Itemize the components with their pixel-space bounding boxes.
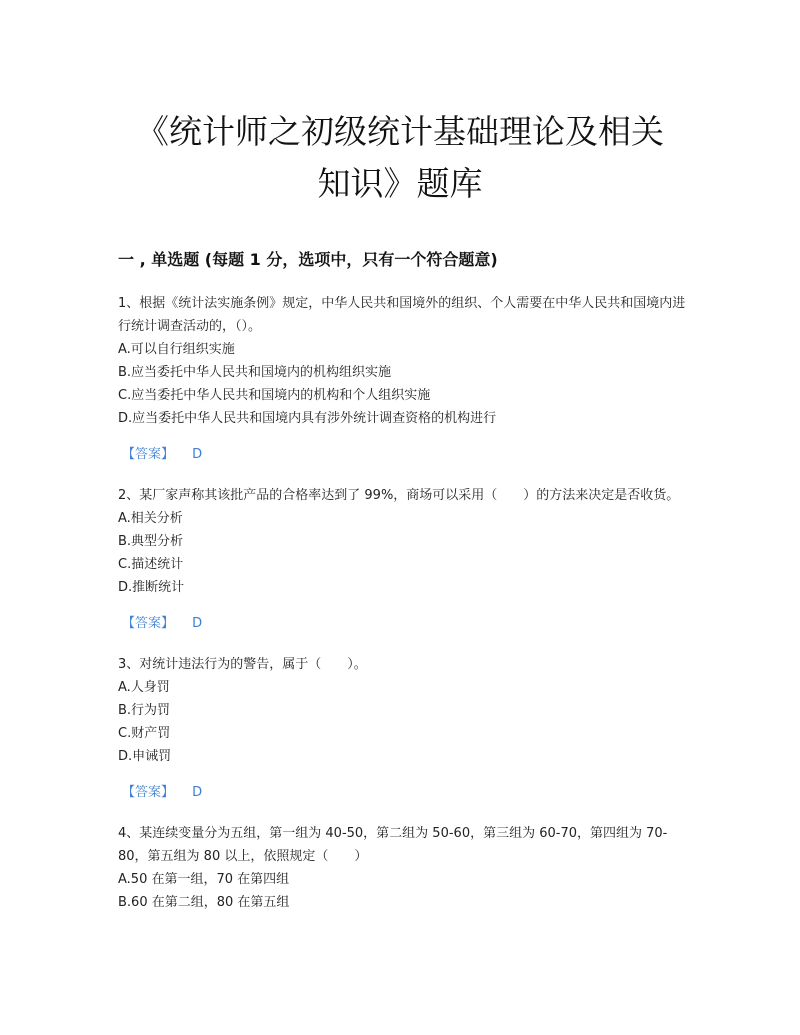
option-a: A.人身罚 <box>118 680 170 695</box>
answer-value: D <box>192 616 203 631</box>
option-b: B.行为罚 <box>118 703 171 718</box>
option-a: A.相关分析 <box>118 511 183 526</box>
option-d: D.推断统计 <box>118 580 185 595</box>
answer-line <box>118 781 688 804</box>
question-text: 2、某厂家声称其该批产品的合格率达到了 99%，商场可以采用（ ）的方法来决定是否收货。 <box>118 488 680 503</box>
document-title <box>100 106 700 210</box>
option-d: D.申诫罚 <box>118 749 172 764</box>
option-b: B.应当委托中华人民共和国境内的机构组织实施 <box>118 365 392 380</box>
option-c: C.财产罚 <box>118 726 171 741</box>
option-b: B.典型分析 <box>118 534 184 549</box>
title-line-2: 知识》题库 <box>317 164 483 203</box>
option-a: A.可以自行组织实施 <box>118 342 235 357</box>
answer-line <box>118 612 688 635</box>
question-list <box>118 292 688 932</box>
section-heading: 一 , 单选题 (每题 1 分，选项中，只有一个符合题意) <box>118 250 498 269</box>
question-text: 4、某连续变量分为五组，第一组为 40-50，第二组为 50-60，第三组为 60-70，第四组为 70-80，第五组为 80 以上，依照规定（ ） <box>118 826 668 864</box>
option-c: C.应当委托中华人民共和国境内的机构和个人组织实施 <box>118 388 431 403</box>
question-4 <box>118 822 688 914</box>
question-1 <box>118 292 688 466</box>
answer-value: D <box>192 447 203 462</box>
option-a: A.50 在第一组，70 在第四组 <box>118 872 290 887</box>
answer-label: 【答案】 <box>122 616 175 631</box>
answer-value: D <box>192 785 203 800</box>
answer-label: 【答案】 <box>122 785 175 800</box>
title-line-1: 《统计师之初级统计基础理论及相关 <box>136 112 664 151</box>
answer-label: 【答案】 <box>122 447 175 462</box>
option-c: C.描述统计 <box>118 557 184 572</box>
question-2 <box>118 484 688 635</box>
option-b: B.60 在第二组，80 在第五组 <box>118 895 290 910</box>
option-d: D.应当委托中华人民共和国境内具有涉外统计调查资格的机构进行 <box>118 411 497 426</box>
question-text: 1、根据《统计法实施条例》规定，中华人民共和国境外的组织、个人需要在中华人民共和国境内进行统计调查活动的，（）。 <box>118 296 686 334</box>
question-text: 3、对统计违法行为的警告，属于（ ）。 <box>118 657 367 672</box>
question-3 <box>118 653 688 804</box>
answer-line <box>118 443 688 466</box>
